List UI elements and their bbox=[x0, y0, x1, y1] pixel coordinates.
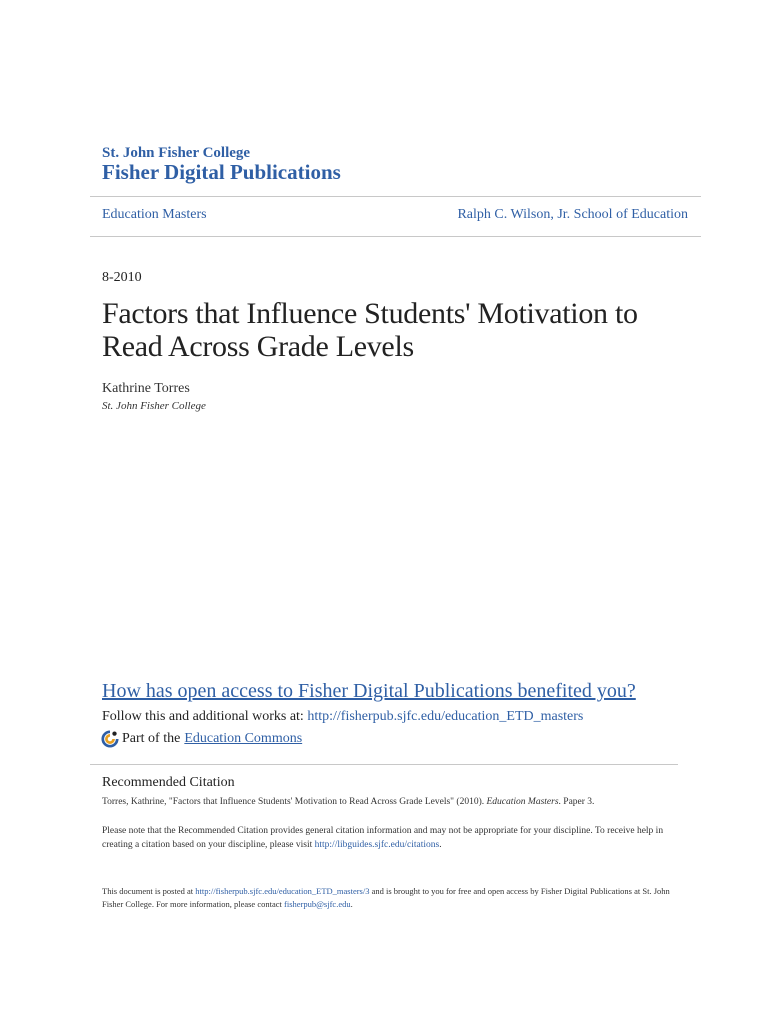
citation-main: Torres, Kathrine, "Factors that Influence Students' Motivation to Read Across Grade Levels" (2010). bbox=[102, 797, 487, 807]
document-url-link[interactable]: http://fisherpub.sjfc.edu/education_ETD_masters/3 bbox=[195, 886, 370, 896]
posted-prefix: This document is posted at bbox=[102, 886, 196, 896]
school-link[interactable]: Ralph C. Wilson, Jr. School of Education bbox=[457, 207, 688, 222]
paper-title: Factors that Influence Students' Motivation to Read Across Grade Levels bbox=[102, 297, 638, 363]
author-affiliation: St. John Fisher College bbox=[102, 400, 206, 412]
citation-journal: Education Masters bbox=[486, 797, 559, 807]
citation-text bbox=[102, 797, 692, 807]
college-name[interactable]: St. John Fisher College bbox=[102, 145, 251, 161]
note-main: Please note that the Recommended Citation provides general citation information and may not be appropriate for your discipline. To receive help in creating a citation based on your discipline, please visit bbox=[102, 826, 664, 850]
citation-tail: . Paper 3. bbox=[558, 797, 595, 807]
repository-name[interactable]: Fisher Digital Publications bbox=[102, 160, 341, 184]
education-commons-link[interactable]: Education Commons bbox=[184, 731, 303, 746]
recommended-citation-heading: Recommended Citation bbox=[102, 775, 235, 790]
citation-divider bbox=[90, 764, 678, 765]
citation-note bbox=[102, 825, 677, 852]
open-access-feedback-link[interactable]: How has open access to Fisher Digital Publications benefited you? bbox=[102, 680, 636, 702]
follow-line bbox=[102, 709, 583, 725]
posted-middle: and is brought to you for free and open access by Fisher Digital Publications at St. John Fisher College. For more information, please contact bbox=[102, 886, 670, 909]
header-divider-bottom bbox=[90, 236, 701, 237]
posted-tail: . bbox=[350, 899, 353, 909]
follow-url-link[interactable]: http://fisherpub.sjfc.edu/education_ETD_masters bbox=[307, 709, 584, 724]
part-of-line bbox=[101, 730, 302, 748]
posting-notice bbox=[102, 885, 677, 911]
contact-email-link[interactable]: fisherpub@sjfc.edu bbox=[284, 899, 351, 909]
author-name: Kathrine Torres bbox=[102, 381, 190, 396]
creative-commons-icon bbox=[101, 730, 119, 748]
part-of-label: Part of the bbox=[122, 731, 181, 746]
citations-guide-link[interactable]: http://libguides.sjfc.edu/citations bbox=[314, 839, 440, 850]
header-divider-top bbox=[90, 196, 701, 197]
publication-date: 8-2010 bbox=[102, 270, 142, 285]
collection-link[interactable]: Education Masters bbox=[102, 207, 207, 222]
note-tail: . bbox=[439, 839, 442, 850]
follow-label: Follow this and additional works at: bbox=[102, 709, 308, 724]
